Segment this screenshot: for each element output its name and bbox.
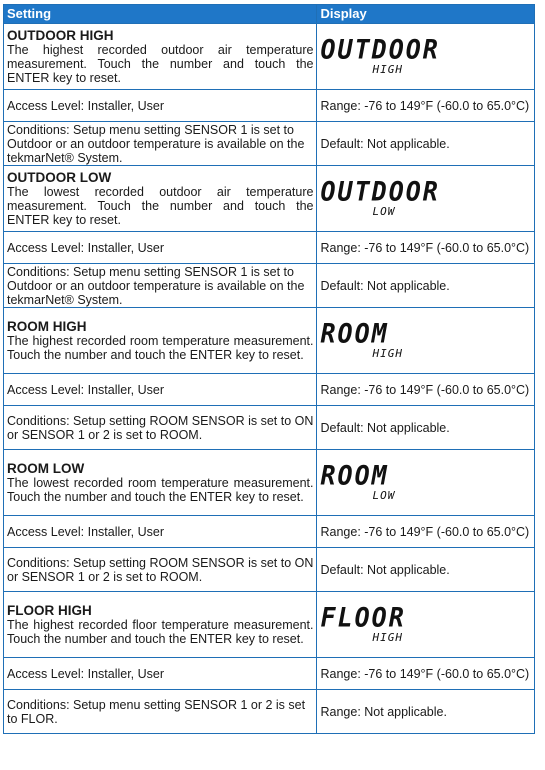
default-value: Default: Not applicable. — [317, 122, 535, 166]
lcd-display-cell — [317, 308, 535, 374]
header-setting: Setting — [4, 5, 317, 24]
lcd-display-cell — [317, 450, 535, 516]
lcd-main-text: ROOM — [320, 318, 389, 349]
access-row — [4, 374, 535, 406]
conditions-row — [4, 548, 535, 592]
table-header-row — [4, 5, 535, 24]
setting-description: The lowest recorded outdoor air temperature measurement. Touch the number and touch the ENTER key to reset. — [7, 185, 314, 227]
setting-row — [4, 450, 535, 516]
access-row — [4, 658, 535, 690]
setting-name: ROOM LOW — [7, 461, 85, 476]
setting-description: The highest recorded room temperature measurement. Touch the number and touch the ENTER key to reset. — [7, 334, 314, 362]
range-value: Range: -76 to 149°F (-60.0 to 65.0°C) — [317, 232, 535, 264]
access-level: Access Level: Installer, User — [4, 90, 317, 122]
setting-description: The lowest recorded room temperature measurement. Touch the number and touch the ENTER key to reset. — [7, 476, 314, 504]
access-row — [4, 90, 535, 122]
lcd-display-cell — [317, 24, 535, 90]
conditions-row — [4, 122, 535, 166]
lcd-display-cell — [317, 166, 535, 232]
settings-table — [3, 4, 535, 734]
lcd-sub-text: HIGH — [372, 631, 403, 644]
setting-row — [4, 24, 535, 90]
access-row — [4, 232, 535, 264]
setting-row — [4, 592, 535, 658]
lcd-sub-text: LOW — [372, 205, 396, 218]
access-level: Access Level: Installer, User — [4, 232, 317, 264]
setting-row — [4, 166, 535, 232]
conditions-row — [4, 406, 535, 450]
lcd-sub-text: HIGH — [372, 63, 403, 76]
setting-name: OUTDOOR LOW — [7, 170, 112, 185]
lcd-main-text: FLOOR — [320, 602, 406, 633]
lcd-sub-text: HIGH — [372, 347, 403, 360]
conditions-row — [4, 264, 535, 308]
access-row — [4, 516, 535, 548]
conditions-text: Conditions: Setup menu setting SENSOR 1 or 2 is set to FLOR. — [4, 690, 317, 734]
range-value: Range: -76 to 149°F (-60.0 to 65.0°C) — [317, 90, 535, 122]
lcd-sub-text: LOW — [372, 489, 396, 502]
access-level: Access Level: Installer, User — [4, 374, 317, 406]
setting-description-cell — [4, 166, 317, 232]
setting-row — [4, 308, 535, 374]
conditions-text: Conditions: Setup menu setting SENSOR 1 is set to Outdoor or an outdoor temperature is available on the tekmarNet® System. — [4, 122, 317, 166]
lcd-display-cell — [317, 592, 535, 658]
default-value: Default: Not applicable. — [317, 548, 535, 592]
range-value: Range: -76 to 149°F (-60.0 to 65.0°C) — [317, 658, 535, 690]
setting-name: ROOM HIGH — [7, 319, 87, 334]
header-display: Display — [317, 5, 535, 24]
setting-description: The highest recorded outdoor air temperature measurement. Touch the number and touch the ENTER key to reset. — [7, 43, 314, 85]
conditions-text: Conditions: Setup setting ROOM SENSOR is set to ON or SENSOR 1 or 2 is set to ROOM. — [4, 406, 317, 450]
setting-description: The highest recorded floor temperature measurement. Touch the number and touch the ENTER key to reset. — [7, 618, 314, 646]
conditions-text: Conditions: Setup menu setting SENSOR 1 is set to Outdoor or an outdoor temperature is available on the tekmarNet® System. — [4, 264, 317, 308]
setting-description-cell — [4, 24, 317, 90]
access-level: Access Level: Installer, User — [4, 658, 317, 690]
default-value: Default: Not applicable. — [317, 264, 535, 308]
setting-name: FLOOR HIGH — [7, 603, 92, 618]
setting-description-cell — [4, 592, 317, 658]
range-value: Range: -76 to 149°F (-60.0 to 65.0°C) — [317, 516, 535, 548]
conditions-row — [4, 690, 535, 734]
access-level: Access Level: Installer, User — [4, 516, 317, 548]
setting-description-cell — [4, 308, 317, 374]
lcd-main-text: OUTDOOR — [320, 34, 440, 65]
setting-description-cell — [4, 450, 317, 516]
default-value: Default: Not applicable. — [317, 406, 535, 450]
range-value: Range: -76 to 149°F (-60.0 to 65.0°C) — [317, 374, 535, 406]
setting-name: OUTDOOR HIGH — [7, 28, 114, 43]
conditions-text: Conditions: Setup setting ROOM SENSOR is set to ON or SENSOR 1 or 2 is set to ROOM. — [4, 548, 317, 592]
lcd-main-text: ROOM — [320, 460, 389, 491]
lcd-main-text: OUTDOOR — [320, 176, 440, 207]
default-value: Range: Not applicable. — [317, 690, 535, 734]
